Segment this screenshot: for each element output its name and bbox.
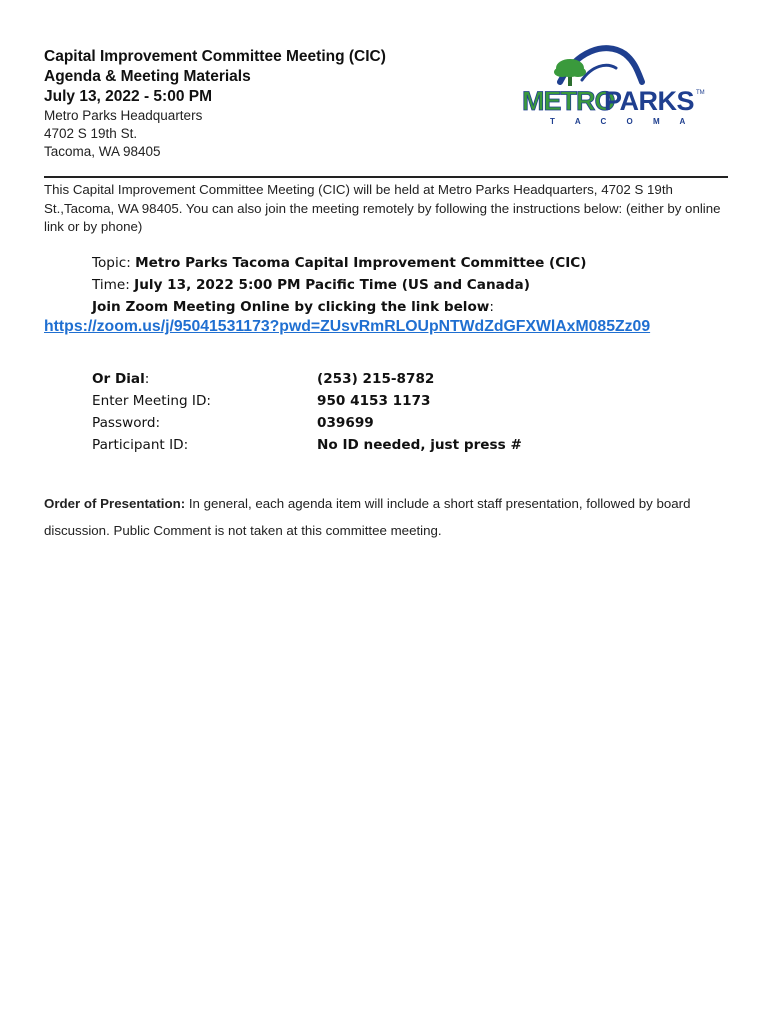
zoom-details bbox=[92, 252, 732, 318]
password-value: 039699 bbox=[317, 415, 374, 431]
intro-paragraph: This Capital Improvement Committee Meeting (CIC) will be held at Metro Parks Headquarters, 4702 S 19th St.,Tacoma, WA 98405. You can also join the meeting remotely by following the instructions below: (either by online link or by phone) bbox=[44, 182, 721, 234]
meeting-id-label: Enter Meeting ID: bbox=[92, 393, 211, 409]
password-label: Password: bbox=[92, 415, 161, 431]
meeting-id-value: 950 4153 1173 bbox=[317, 393, 431, 409]
logo-trademark: TM bbox=[696, 90, 705, 96]
logo-tacoma-text: T A C O M A bbox=[550, 117, 695, 126]
dial-label-bold: Or Dial bbox=[92, 371, 145, 387]
zoom-join-instruction bbox=[92, 296, 732, 318]
zoom-topic-label: Topic: bbox=[92, 255, 136, 271]
order-text: In general, each agenda item will include a short staff presentation, followed by board discussion. Public Comment is not taken at this committee meeting. bbox=[44, 496, 691, 538]
dial-phone-number: (253) 215-8782 bbox=[317, 371, 435, 387]
address-name: Metro Parks Headquarters bbox=[44, 108, 203, 123]
dial-row-participant-id bbox=[92, 434, 522, 456]
address-street: 4702 S 19th St. bbox=[44, 126, 138, 141]
participant-id-value: No ID needed, just press # bbox=[317, 437, 522, 453]
agenda-subtitle: Agenda & Meeting Materials bbox=[44, 68, 251, 85]
zoom-time bbox=[92, 274, 732, 296]
participant-id-label: Participant ID: bbox=[92, 437, 189, 453]
metro-parks-logo bbox=[520, 42, 710, 130]
dial-in-table bbox=[92, 368, 522, 456]
zoom-join-label: Join Zoom Meeting Online by clicking the link below bbox=[92, 299, 490, 315]
zoom-topic bbox=[92, 252, 732, 274]
zoom-time-value: July 13, 2022 5:00 PM Pacific Time (US and Canada) bbox=[134, 277, 530, 293]
dial-label bbox=[92, 368, 317, 390]
zoom-topic-value: Metro Parks Tacoma Capital Improvement Committee (CIC) bbox=[135, 255, 587, 271]
meeting-title: Capital Improvement Committee Meeting (CIC) bbox=[44, 48, 386, 65]
dial-row-password bbox=[92, 412, 522, 434]
order-of-presentation bbox=[44, 490, 734, 544]
zoom-join-colon: : bbox=[489, 299, 494, 315]
dial-row-meeting-id bbox=[92, 390, 522, 412]
dial-row-phone bbox=[92, 368, 522, 390]
address-city: Tacoma, WA 98405 bbox=[44, 144, 161, 159]
zoom-meeting-link[interactable]: https://zoom.us/j/95041531173?pwd=ZUsvRmRLOUpNTWdZdGFXWlAxM085Zz09 bbox=[44, 318, 651, 335]
header-divider bbox=[44, 176, 728, 178]
document-header bbox=[44, 47, 484, 161]
order-label: Order of Presentation: bbox=[44, 496, 186, 511]
meeting-date-time: July 13, 2022 - 5:00 PM bbox=[44, 88, 213, 105]
logo-metro-text: METRO bbox=[522, 86, 615, 116]
metro-parks-logo-graphic bbox=[520, 42, 710, 130]
zoom-time-label: Time: bbox=[92, 277, 135, 293]
logo-parks-text: PARKS bbox=[604, 86, 695, 116]
dial-label-rest: : bbox=[144, 371, 150, 387]
